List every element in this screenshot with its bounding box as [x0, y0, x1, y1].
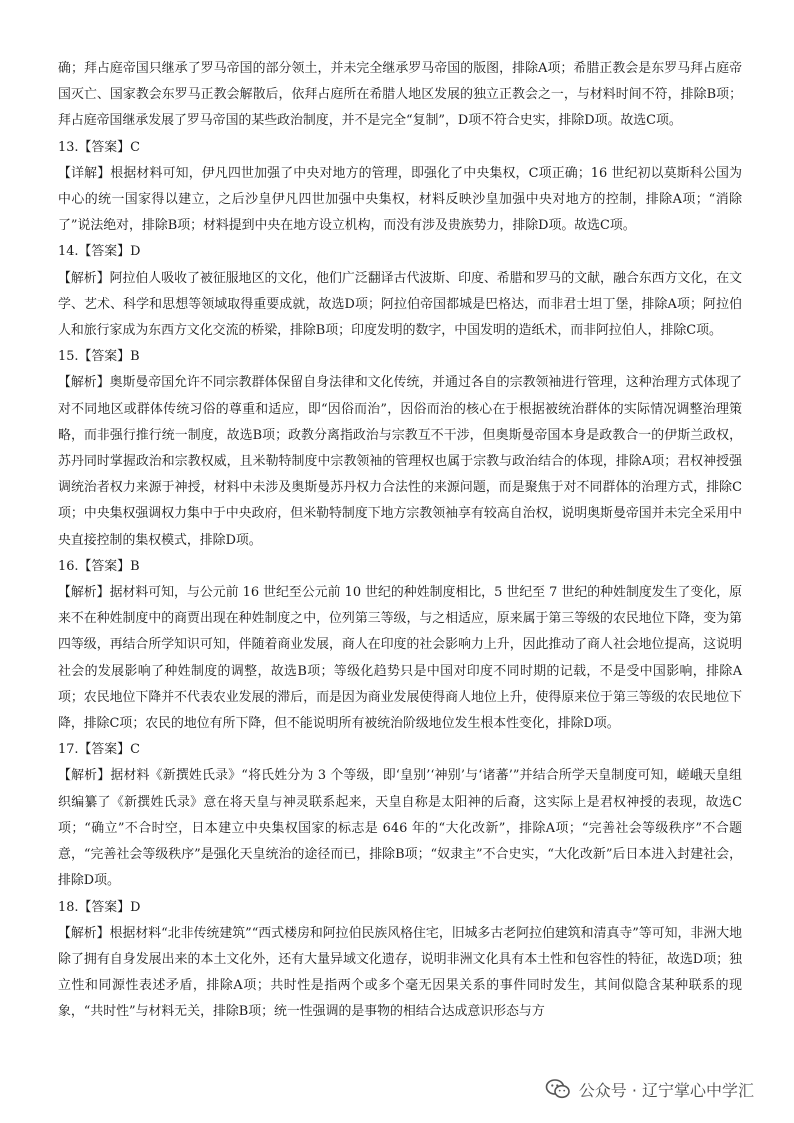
answer-14: 14.【答案】D	[58, 244, 141, 260]
explanation-18: 【解析】根据材料“北非传统建筑”“西式楼房和阿拉伯民族风格住宅，旧城多古老阿拉伯建筑和清真寺”等可知，非洲大地除了拥有自身发展出来的本土文化外，还有大量异域文化遗存，说明非洲文化具有本土性和包容性的特征，故选D项；独立性和同源性表述矛盾，排除A项；共时性是指两个或多个毫无因果关系的事件同时发生，其间似隐含某种联系的现象，“共时性”与材料无关，排除B项；统一性强调的是事物的相结合达成意识形态与方	[58, 925, 742, 1020]
answer-13: 13.【答案】C	[58, 139, 140, 155]
explanation-15: 【解析】奥斯曼帝国允许不同宗教群体保留自身法律和文化传统，并通过各自的宗教领袖进行管理，这种治理方式体现了对不同地区或群体传统习俗的尊重和适应，即“因俗而治”，因俗而治的核心在于根据被统治群体的实际情况调整治理策略，而非强行推行统一制度，故选B项；政教分离指政治与宗教互不干涉，但奥斯曼帝国本身是政教合一的伊斯兰政权，苏丹同时掌握政治和宗教权威，且米勒特制度中宗教领袖的管理权也属于宗教与政治结合的体现，排除A项；君权神授强调统治者权力来源于神授，材料中未涉及奥斯曼苏丹权力合法性的来源问题，而是聚焦于对不同群体的治理方式，排除C项；中央集权强调权力集中于中央政府，但米勒特制度下地方宗教领袖享有较高自治权，说明奥斯曼帝国并未完全采用中央直接控制的集权模式，排除D项。	[58, 375, 742, 548]
answer-18: 18.【答案】D	[58, 899, 141, 915]
answer-explanation-page	[58, 56, 742, 1026]
explanation-13: 【详解】根据材料可知，伊凡四世加强了中央对地方的管理，即强化了中央集权，C项正确；16 世纪初以莫斯科公国为中心的统一国家得以建立，之后沙皇伊凡四世加强中央集权，材料反映沙皇加强中央对地方的控制，排除A项；“消除了”说法绝对，排除B项；材料提到中央在地方设立机构，而没有涉及贵族势力，排除D项。故选C项。	[58, 165, 742, 234]
answer-16: 16.【答案】B	[58, 558, 140, 574]
lead-paragraph: 确；拜占庭帝国只继承了罗马帝国的部分领土，并未完全继承罗马帝国的版图，排除A项；希腊正教会是东罗马拜占庭帝国灭亡、国家教会东罗马正教会解散后，依拜占庭所在希腊人地区发展的独立正教会之一，与材料时间不符，排除B项；拜占庭帝国继承发展了罗马帝国的某些政治制度，并不是完全“复制”，D项不符合史实，排除D项。故选C项。	[58, 61, 742, 129]
watermark-text: 公众号 · 辽宁掌心中学汇	[578, 1080, 754, 1100]
explanation-14: 【解析】阿拉伯人吸收了被征服地区的文化，他们广泛翻译古代波斯、印度、希腊和罗马的文献，融合东西方文化，在文学、艺术、科学和思想等领域取得重要成就，故选D项；阿拉伯帝国都城是巴格达，而非君士坦丁堡，排除A项；阿拉伯人和旅行家成为东西方文化交流的桥梁，排除B项；印度发明的数字，中国发明的造纸术，而非阿拉伯人，排除C项。	[58, 270, 742, 339]
explanation-16: 【解析】据材料可知，与公元前 16 世纪至公元前 10 世纪的种姓制度相比，5 世纪至 7 世纪的种姓制度发生了变化，原来不在种姓制度中的商贾出现在种姓制度之中，位列第三等级，与之相适应，原来属于第三等级的农民地位下降，变为第四等级，再结合所学知识可知，伴随着商业发展，商人在印度的社会影响力上升，因此推动了商人社会地位提高，这说明社会的发展影响了种姓制度的调整，故选B项；等级化趋势只是中国对印度不同时期的记载，不是受中国影响，排除A项；农民地位下降并不代表农业发展的滞后，而是因为商业发展使得商人地位上升，使得原来位于第三等级的农民地位下降，排除C项；农民的地位有所下降，但不能说明所有被统治阶级地位发生根本性变化，排除D项。	[58, 585, 742, 732]
wechat-watermark	[545, 1072, 754, 1106]
answer-17: 17.【答案】C	[58, 742, 140, 758]
answer-15: 15.【答案】B	[58, 349, 140, 365]
explanation-17: 【解析】据材料《新撰姓氏录》“将氏姓分为 3 个等级，即‘皇别’‘神别’与‘诸蕃’”并结合所学天皇制度可知，嵯峨天皇组织编纂了《新撰姓氏录》意在将天皇与神灵联系起来，天皇自称是太阳神的后裔，这实际上是君权神授的表现，故选C项；“确立”不合时空，日本建立中央集权国家的标志是 646 年的“大化改新”，排除A项；“完善社会等级秩序”不合题意，“完善社会等级秩序”是强化天皇统治的途径而已，排除B项；“奴隶主”不合史实，“大化改新”后日本进入封建社会，排除D项。	[58, 768, 742, 889]
wechat-icon	[545, 1078, 571, 1100]
